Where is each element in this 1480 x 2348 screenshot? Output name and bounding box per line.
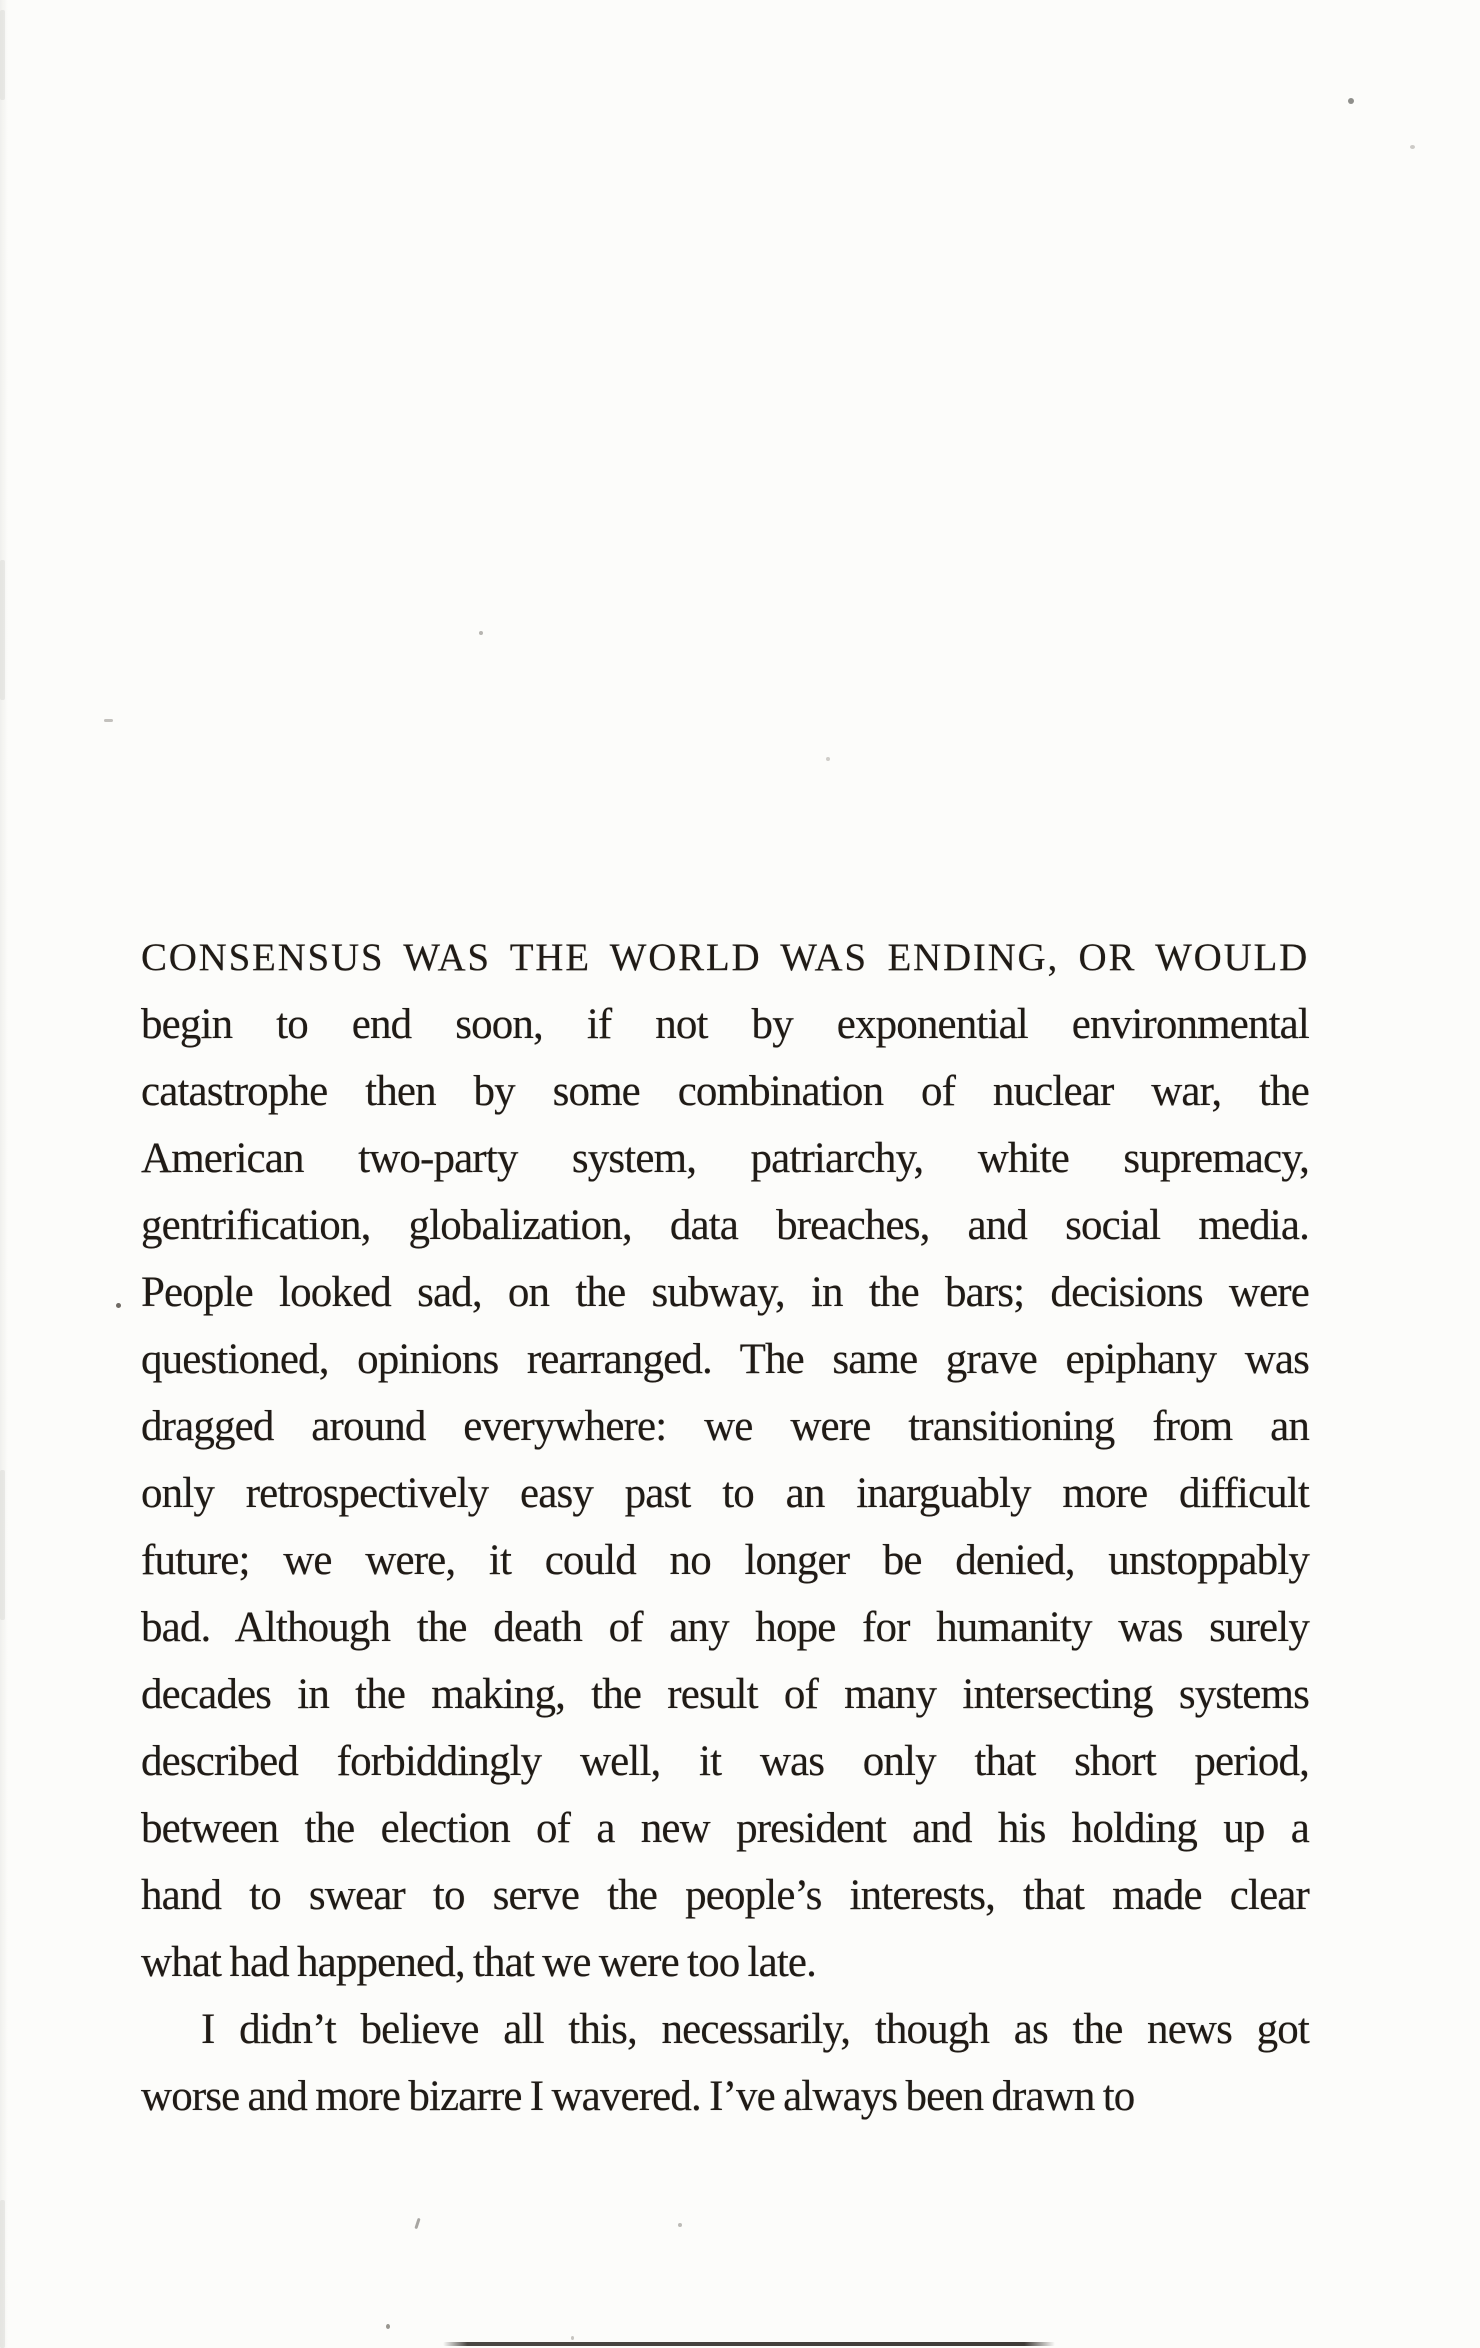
text-line-14: between the election of a new president and his holding up a [141,1805,1309,1852]
scan-edge-smudge [0,10,5,100]
scan-speck [678,2223,682,2227]
scan-speck [1348,98,1354,104]
scan-edge-smudge [0,1470,5,1620]
scan-speck [386,2324,390,2329]
text-line-10: future; we were, it could no longer be denied, unstoppably [141,1537,1309,1584]
text-line-2: begin to end soon, if not by exponential environmental [141,1001,1309,1048]
text-line-8: dragged around everywhere: we were transitioning from an [141,1403,1309,1450]
text-line-17-paragraph-start: I didn’t believe all this, necessarily, though as the news got [201,2006,1309,2053]
text-line-7: questioned, opinions rearranged. The same grave epiphany was [141,1336,1309,1383]
scan-speck [414,2218,420,2229]
text-line-5: gentrification, globalization, data breaches, and social media. [141,1202,1309,1249]
scan-speck [104,719,113,722]
scan-speck [479,631,483,635]
text-line-16-paragraph-end: what had happened, that we were too late. [141,1939,817,1986]
text-line-11: bad. Although the death of any hope for humanity was surely [141,1604,1309,1651]
scan-edge-smudge [0,560,5,700]
scan-artifact-bottom-edge-line [443,2342,1055,2346]
text-line-13: described forbiddingly well, it was only that short period, [141,1738,1309,1785]
scan-speck [826,757,830,761]
text-line-18: worse and more bizarre I wavered. I’ve always been drawn to [141,2073,1135,2120]
scan-edge-shading [0,0,8,2348]
text-line-4: American two-party system, patriarchy, white supremacy, [141,1135,1309,1182]
text-line-15: hand to swear to serve the people’s interests, that made clear [141,1872,1309,1919]
page-text [141,924,1309,2130]
scan-speck [571,2336,574,2340]
text-line-3: catastrophe then by some combination of nuclear war, the [141,1068,1309,1115]
opening-small-caps-line: CONSENSUS WAS THE WORLD WAS ENDING, OR WOULD [141,936,1309,979]
scan-speck [116,1303,121,1308]
text-line-9: only retrospectively easy past to an inarguably more difficult [141,1470,1309,1517]
text-line-6: People looked sad, on the subway, in the bars; decisions were [141,1269,1309,1316]
scan-speck [1410,145,1415,149]
scan-edge-smudge [0,2200,5,2348]
text-line-12: decades in the making, the result of many intersecting systems [141,1671,1309,1718]
